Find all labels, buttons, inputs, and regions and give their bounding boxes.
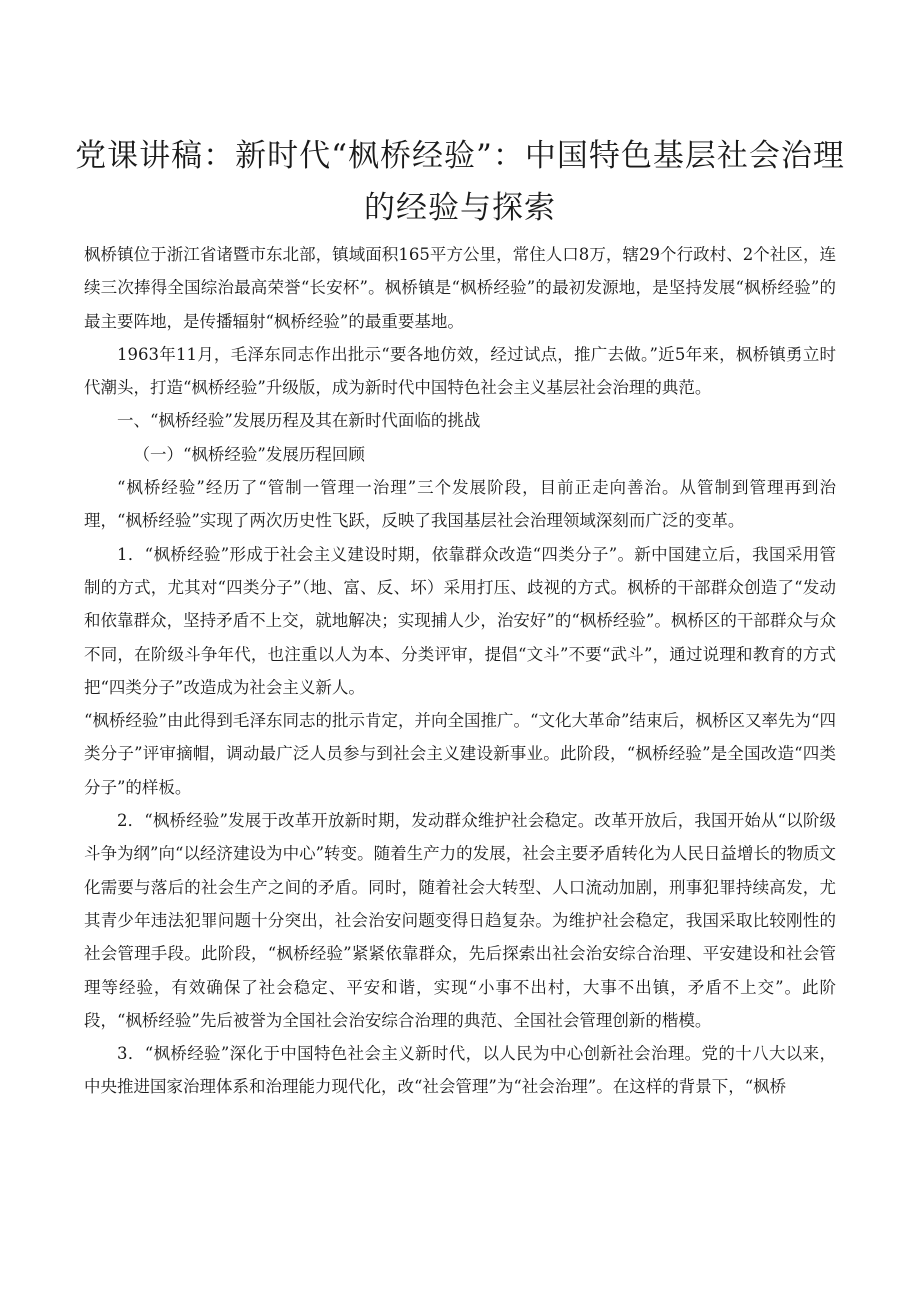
subsection-heading-1: （一）“枫桥经验”发展历程回顾: [133, 444, 365, 464]
paragraph-point-3: 3．“枫桥经验”深化于中国特色社会主义新时代，以人民为中心创新社会治理。党的十八大以来，中央推进国家治理体系和治理能力现代化，改“社会管理”为“社会治理”。在这样的背景下，“枫桥: [84, 1044, 836, 1097]
paragraph-stages: “枫桥经验”经历了“管制一管理一治理”三个发展阶段，目前正走向善治。从管制到管理再到治理，“枫桥经验”实现了两次历史性飞跃，反映了我国基层社会治理领域深刻而广泛的变革。: [84, 478, 836, 531]
paragraph-point-1: 1．“枫桥经验”形成于社会主义建设时期，依靠群众改造“四类分子”。新中国建立后，我国采用管制的方式，尤其对“四类分子”（地、富、反、坏）采用打压、歧视的方式。枫桥的干部群众创造了“发动和依靠群众，坚持矛盾不上交，就地解决；实现捕人少，治安好”的“枫桥经验”。枫桥区的干部群众与众不同，在阶级斗争年代，也注重以人为本、分类评审，提倡“文斗”不要“武斗”，通过说理和教育的方式把“四类分子”改造成为社会主义新人。: [84, 544, 836, 697]
document-title: 党课讲稿：新时代“枫桥经验”：中国特色基层社会治理的经验与探索: [75, 138, 845, 226]
paragraph-point-2: 2．“枫桥经验”发展于改革开放新时期，发动群众维护社会稳定。改革开放后，我国开始从“以阶级斗争为纲”向“以经济建设为中心”转变。随着生产力的发展，社会主要矛盾转化为人民日益增长的物质文化需要与落后的社会生产之间的矛盾。同时，随着社会大转型、人口流动加剧，刑事犯罪持续高发，尤其青少年违法犯罪问题十分突出，社会治安问题变得日趋复杂。为维护社会稳定，我国采取比较刚性的社会管理手段。此阶段，“枫桥经验”紧紧依靠群众，先后探索出社会治安综合治理、平安建设和社会管理等经验，有效确保了社会稳定、平安和谐，实现“小事不出村，大事不出镇，矛盾不上交”。此阶段，“枫桥经验”先后被誉为全国社会治安综合治理的典范、全国社会管理创新的楷模。: [84, 811, 836, 1030]
paragraph-intro: 枫桥镇位于浙江省诸暨市东北部，镇域面积165平方公里，常住人口8万，辖29个行政村、2个社区，连续三次捧得全国综治最高荣誉“长安杯”。枫桥镇是“枫桥经验”的最初发源地，是坚持发展“枫桥经验”的最主要阵地，是传播辐射“枫桥经验”的最重要基地。: [84, 245, 836, 331]
document-body: [84, 238, 836, 1104]
paragraph-point-1-cont: “枫桥经验”由此得到毛泽东同志的批示肯定，并向全国推广。“文化大革命”结束后，枫桥区又率先为“四类分子”评审摘帽，调动最广泛人员参与到社会主义建设新事业。此阶段，“枫桥经验”是全国改造“四类分子”的样板。: [84, 711, 836, 797]
paragraph-1963: 1963年11月，毛泽东同志作出批示“要各地仿效，经过试点，推广去做。”近5年来，枫桥镇勇立时代潮头，打造“枫桥经验”升级版，成为新时代中国特色社会主义基层社会治理的典范。: [84, 344, 836, 398]
section-heading-1: 一、“枫桥经验”发展历程及其在新时代面临的挑战: [117, 411, 481, 431]
